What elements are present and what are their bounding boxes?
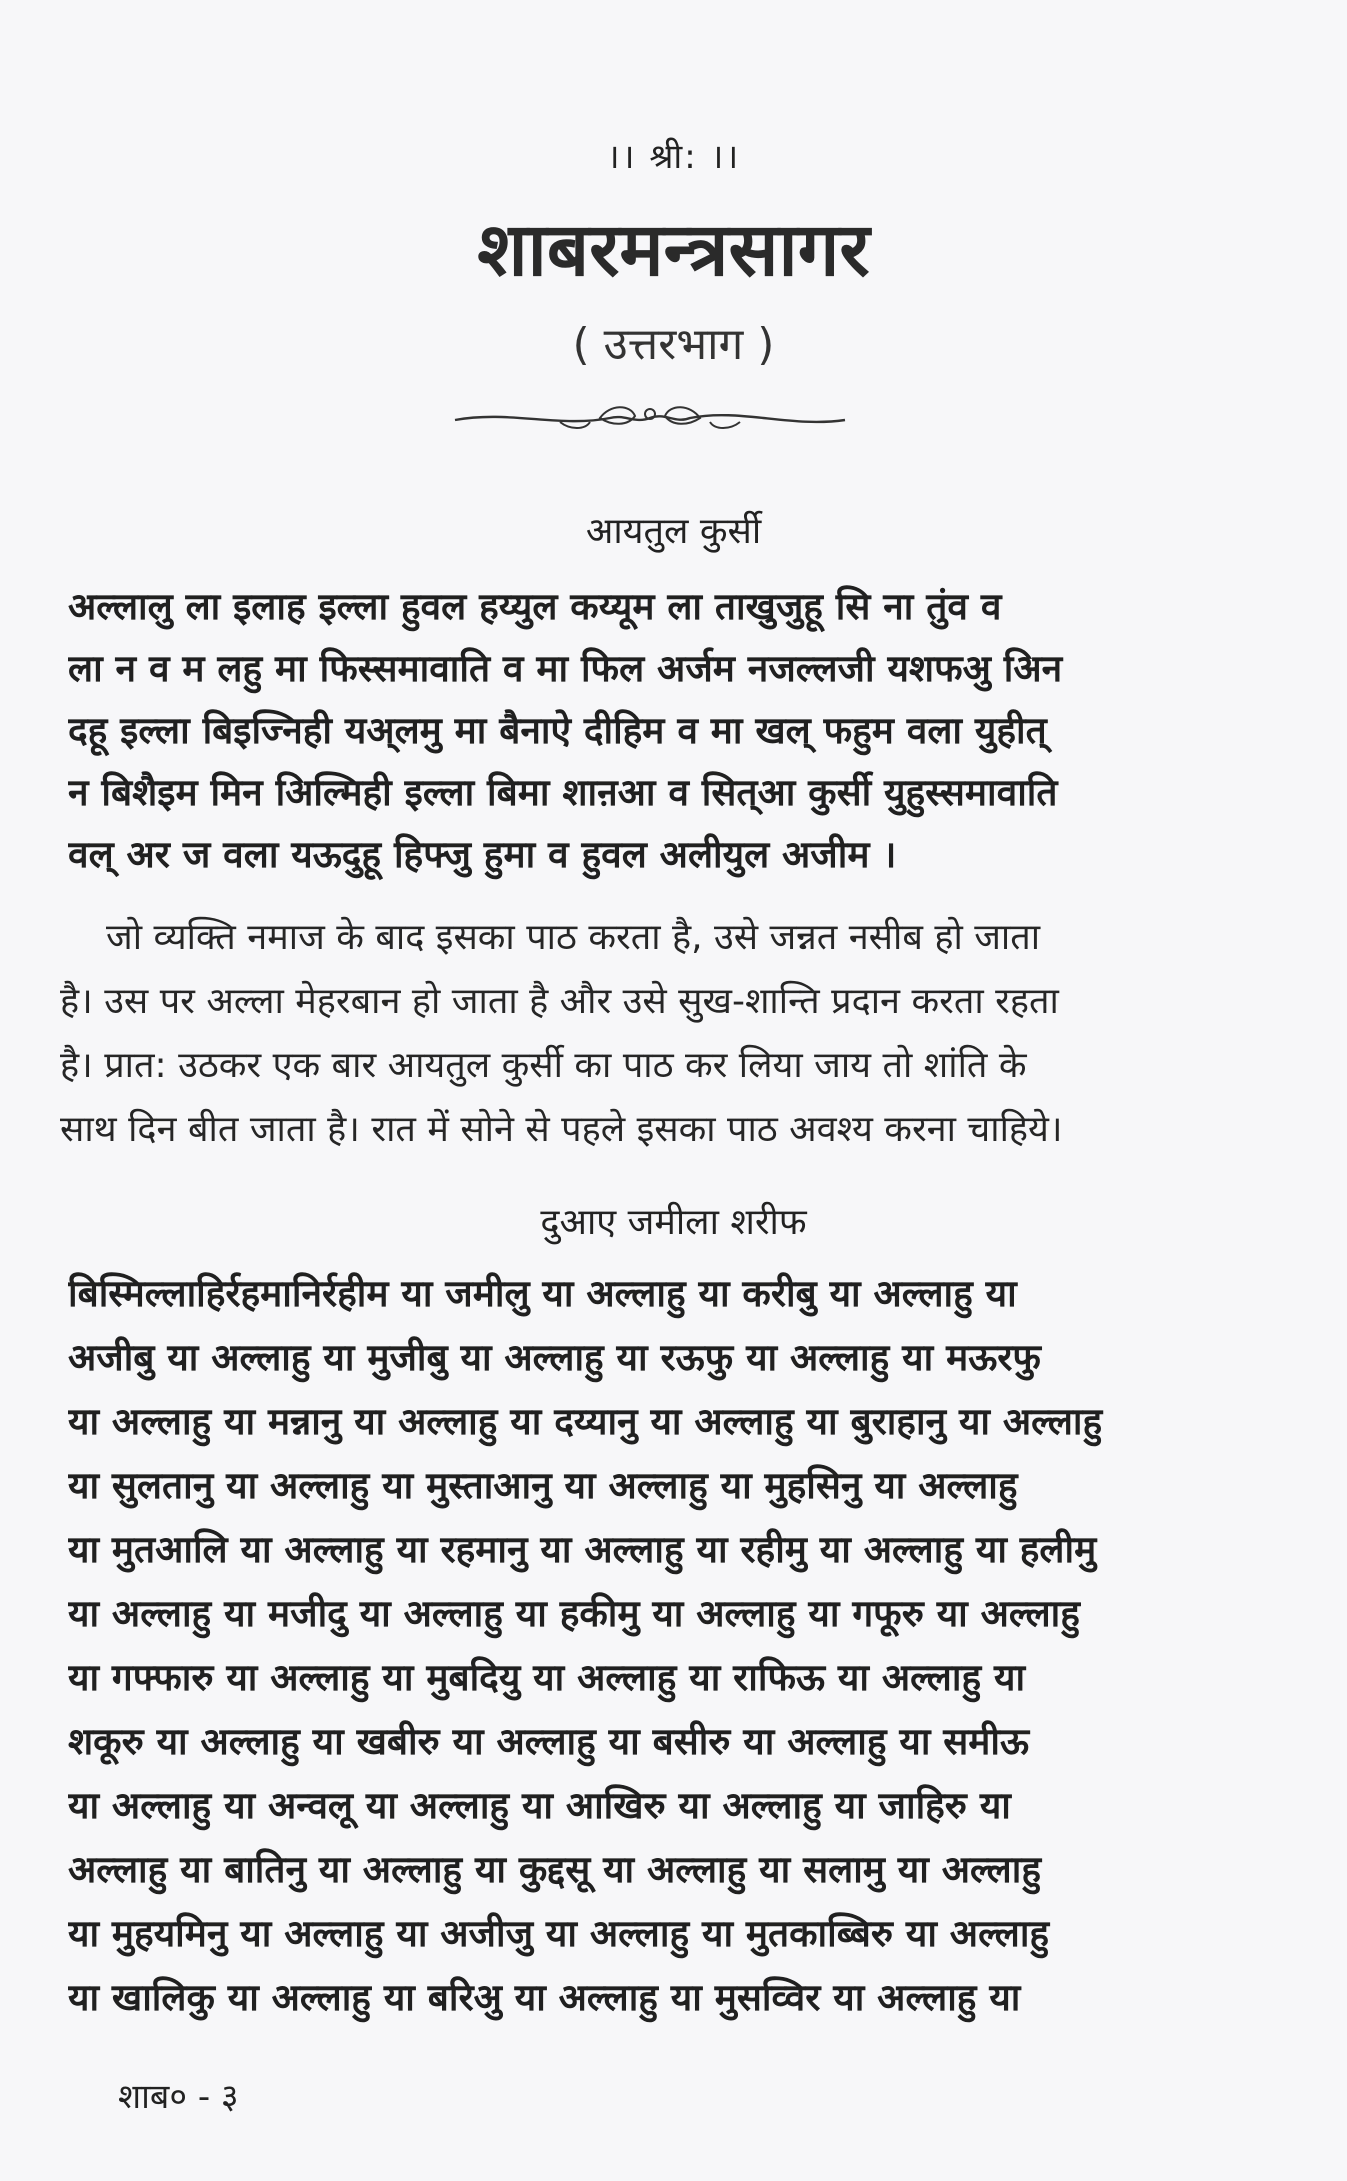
text-line: जो व्यक्ति नमाज के बाद इसका पाठ करता है, उसे जन्नत नसीब हो जाता <box>106 917 1041 958</box>
page-title: शाबरमन्त्रसागर <box>477 207 870 293</box>
text-line: या गफ्फारु या अल्लाहु या मुबदियु या अल्लाहु या राफिऊ या अल्लाहु या <box>68 1656 1026 1699</box>
text-line: बिस्मिल्लाहिर्रहमानिर्रहीम या जमीलु या अल्लाहु या करीबु या अल्लाहु या <box>68 1272 1017 1315</box>
text-line: दहू इल्ला बिइज्निही यअ्लमु मा बैनाऐ दीहिम व मा खल् फहुम वला युहीत् <box>68 709 1047 752</box>
text-line: अजीबु या अल्लाहु या मुजीबु या अल्लाहु या रऊफु या अल्लाहु या मऊरफु <box>68 1336 1041 1379</box>
page-signature: शाब० - ३ <box>118 2077 239 2117</box>
explanation-paragraph <box>60 906 1250 1162</box>
text-line: या सुलतानु या अल्लाहु या मुस्ताआनु या अल्लाहु या मुहसिनु या अल्लाहु <box>68 1464 1018 1507</box>
sri-invocation: ।। श्री: ।। <box>606 137 741 177</box>
text-line: है। उस पर अल्ला मेहरबान हो जाता है और उसे सुख-शान्ति प्रदान करता रहता <box>60 981 1059 1022</box>
dua-jamila-text <box>68 1262 1258 2030</box>
ornament-divider-icon <box>450 400 850 436</box>
text-line: या अल्लाहु या मन्नानु या अल्लाहु या दय्यानु या अल्लाहु या बुराहानु या अल्लाहु <box>68 1400 1103 1443</box>
text-line: साथ दिन बीत जाता है। रात में सोने से पहले इसका पाठ अवश्य करना चाहिये। <box>60 1109 1063 1150</box>
section1-heading: आयतुल कुर्सी <box>585 511 762 552</box>
text-line: अल्लाहु या बातिनु या अल्लाहु या कुद्दसू या अल्लाहु या सलामु या अल्लाहु <box>68 1848 1041 1891</box>
text-line: वल् अर ज वला यऊदुहू हिफ्जु हुमा व हुवल अलीयुल अजीम । <box>68 833 897 876</box>
text-line: या अल्लाहु या मजीदु या अल्लाहु या हकीमु या अल्लाहु या गफूरु या अल्लाहु <box>68 1592 1080 1635</box>
text-line: या खालिकु या अल्लाहु या बरिअु या अल्लाहु या मुसव्विर या अल्लाहु या <box>68 1976 1021 2019</box>
text-line: है। प्रात: उठकर एक बार आयतुल कुर्सी का पाठ कर लिया जाय तो शांति के <box>60 1045 1027 1086</box>
section2-heading: दुआए जमीला शरीफ <box>540 1202 807 1243</box>
text-line: या अल्लाहु या अन्वलू या अल्लाहु या आखिरु या अल्लाहु या जाहिरु या <box>68 1784 1011 1827</box>
text-line: या मुहयमिनु या अल्लाहु या अजीजु या अल्लाहु या मुतकाब्बिरु या अल्लाहु <box>68 1912 1050 1955</box>
page-subtitle: ( उत्तरभाग ) <box>572 319 775 370</box>
text-line: या मुतआलि या अल्लाहु या रहमानु या अल्लाहु या रहीमु या अल्लाहु या हलीमु <box>68 1528 1097 1571</box>
text-line: अल्लालु ला इलाह इल्ला हुवल हय्युल कय्यूम ला ताखुजुहू सि ना तुंव व <box>68 585 1002 628</box>
text-line: न बिशैइम मिन अिल्मिही इल्ला बिमा शाऩआ व सित्आ कुर्सी युहुस्समावाति <box>68 771 1058 814</box>
ayatul-kursi-text <box>68 576 1258 886</box>
text-line: ला न व म लहु मा फिस्समावाति व मा फिल अर्जम नजल्लजी यशफअु अिन <box>68 647 1063 690</box>
text-line: शकूरु या अल्लाहु या खबीरु या अल्लाहु या बसीरु या अल्लाहु या समीऊ <box>68 1720 1030 1763</box>
